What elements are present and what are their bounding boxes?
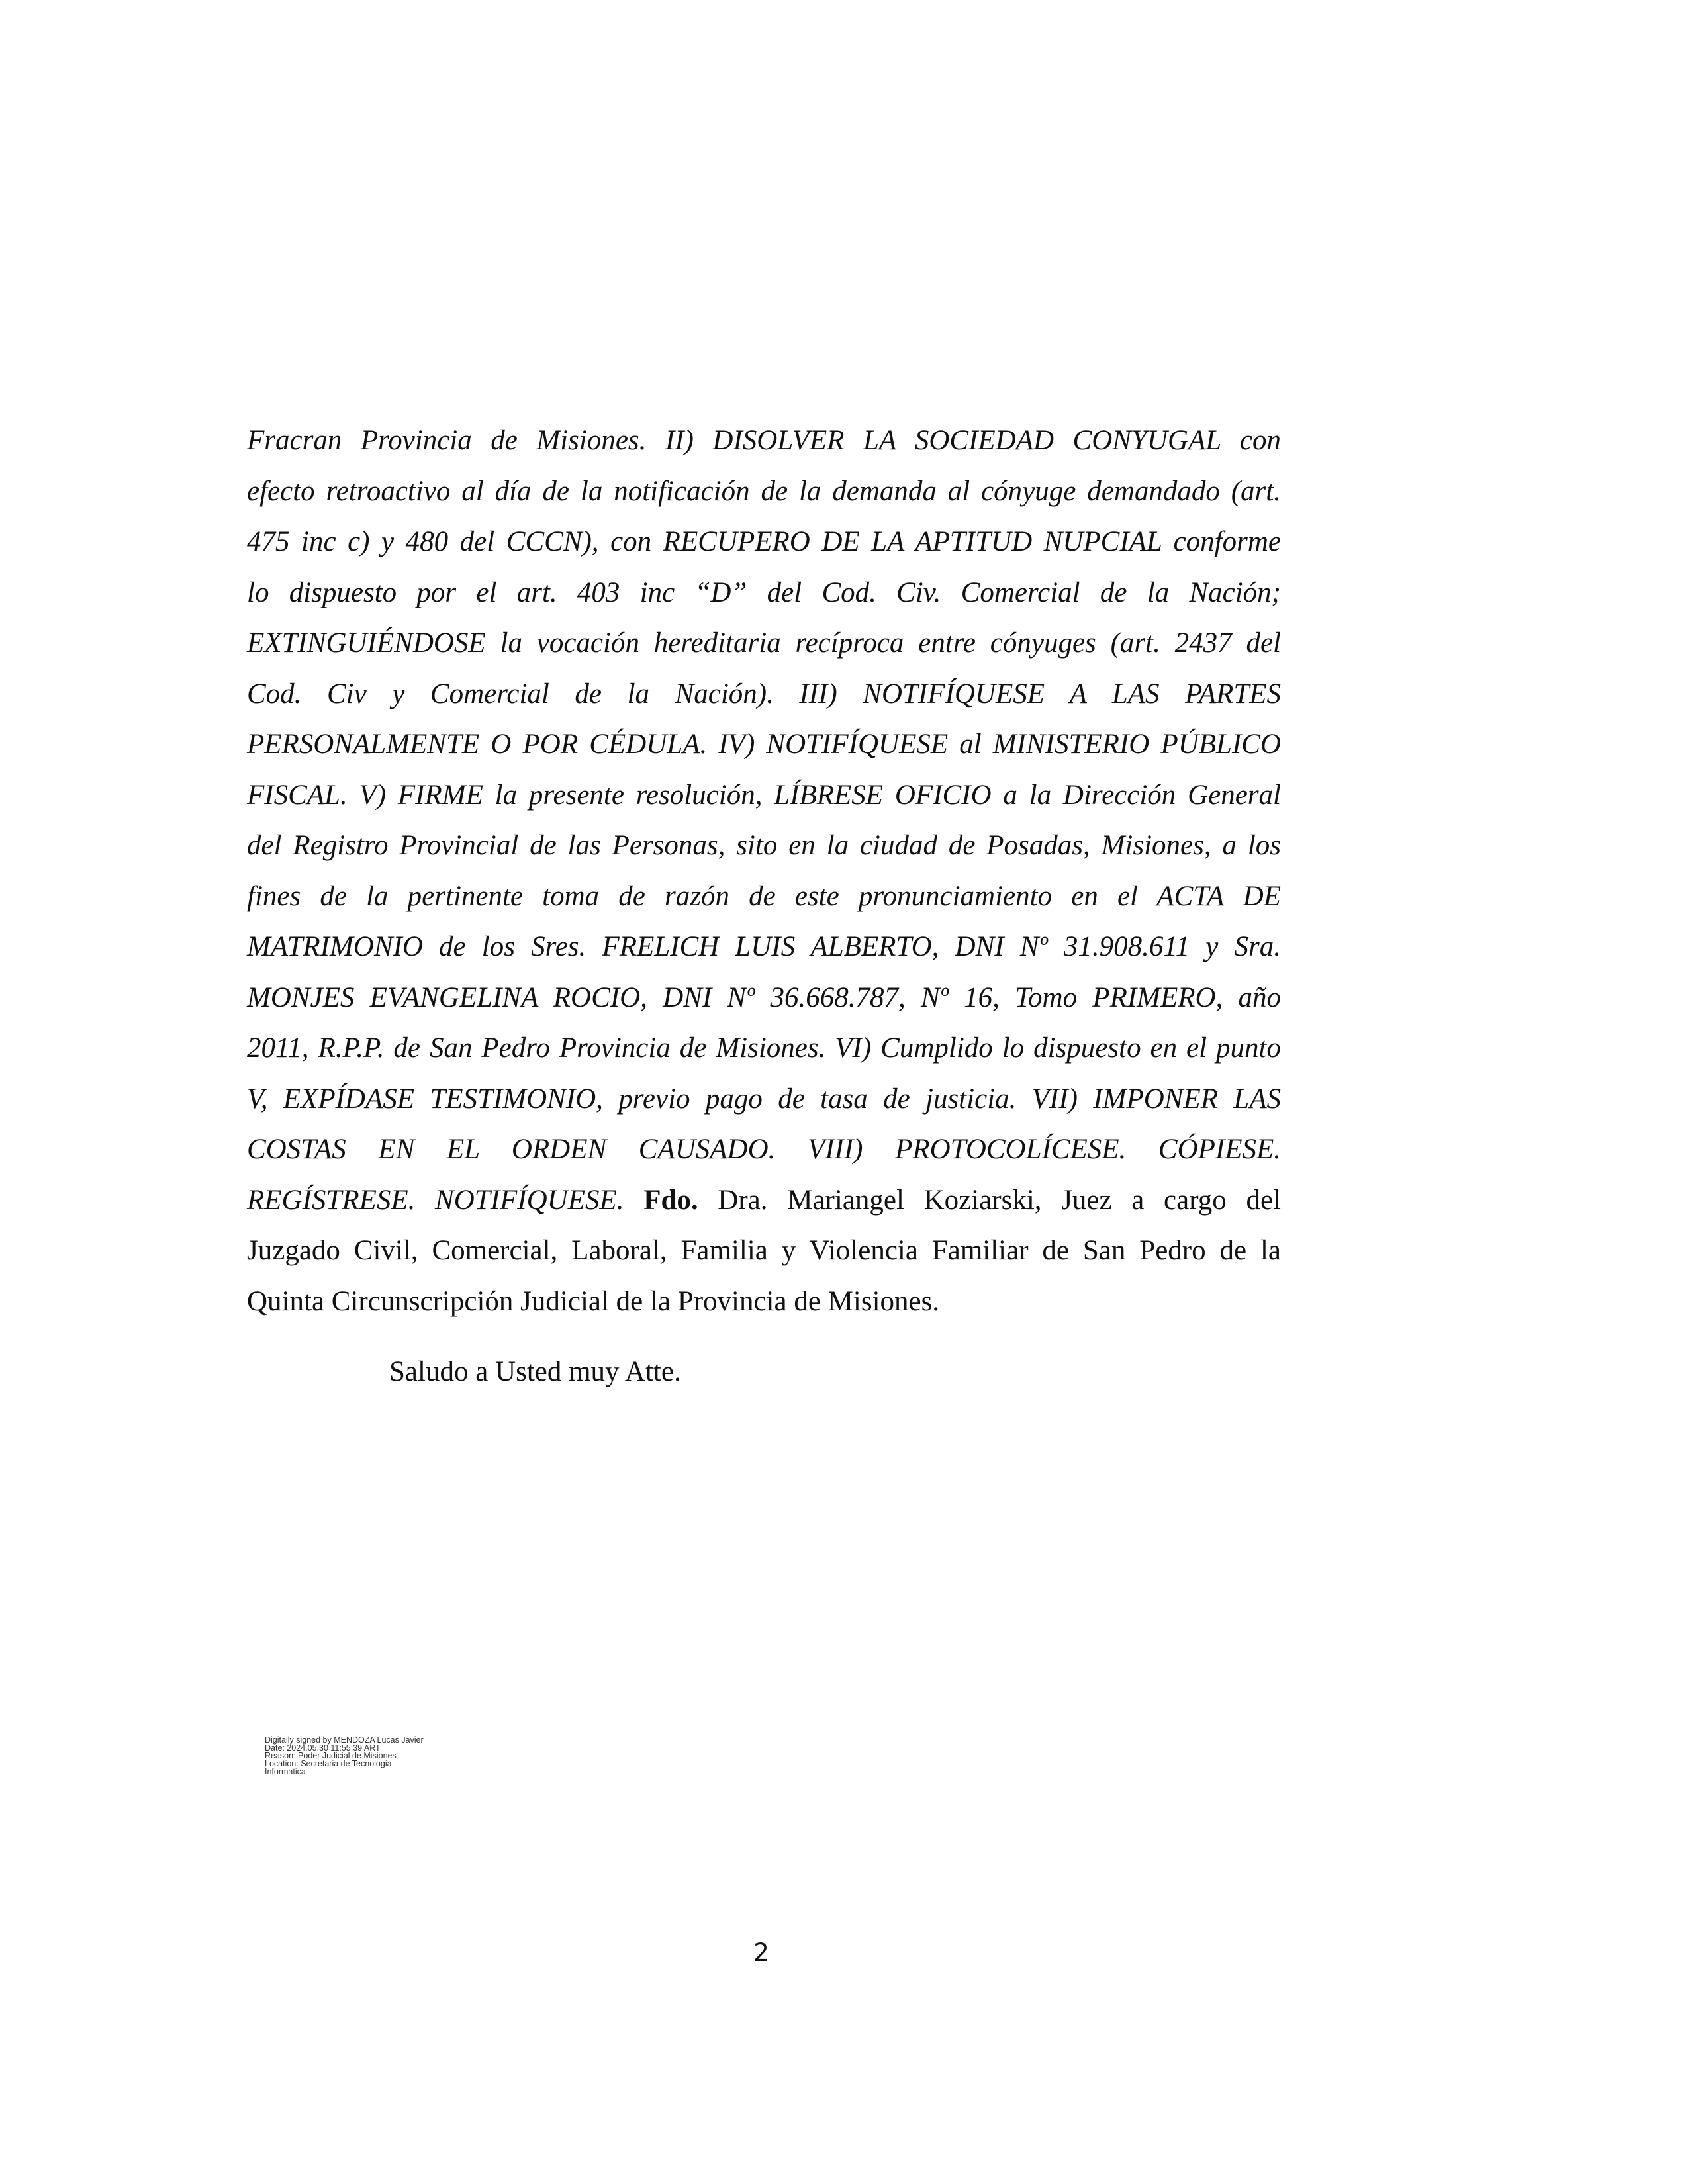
body-line bbox=[247, 618, 1281, 669]
body-line bbox=[247, 517, 1281, 568]
body-text-span: del Registro Provincial de las Personas, sito en la ciudad de Posadas, Misiones, a los bbox=[247, 830, 1281, 861]
body-text-span: 475 inc c) y 480 del CCCN), con RECUPERO DE LA APTITUD NUPCIAL conforme bbox=[247, 526, 1281, 557]
body-text-span: Juzgado Civil, Comercial, Laboral, Familia y Violencia Familiar de San Pedro de la bbox=[247, 1235, 1281, 1266]
body-line bbox=[247, 872, 1281, 923]
body-line bbox=[247, 1023, 1281, 1074]
signature-location-cont: Informatica bbox=[265, 1767, 306, 1776]
signature-location: Location: Secretaria de Tecnologia bbox=[265, 1759, 392, 1768]
body-text-span: fines de la pertinente toma de razón de este pronunciamiento en el ACTA DE bbox=[247, 880, 1281, 912]
body-text-span: Dra. Mariangel Koziarski, Juez a cargo del bbox=[698, 1184, 1281, 1216]
body-line bbox=[247, 1175, 1281, 1226]
body-text-span: PERSONALMENTE O POR CÉDULA. IV) NOTIFÍQUESE al MINISTERIO PÚBLICO bbox=[247, 729, 1281, 760]
signed-label: Fdo. bbox=[643, 1184, 698, 1216]
body-text-span: Cod. Civ y Comercial de la Nación). III) NOTIFÍQUESE A LAS PARTES bbox=[247, 678, 1281, 709]
body-line bbox=[247, 1124, 1281, 1175]
body-text-span: COSTAS EN EL ORDEN CAUSADO. VIII) PROTOCOLÍCESE. CÓPIESE. bbox=[247, 1134, 1281, 1165]
body-line bbox=[247, 770, 1281, 821]
body-line bbox=[247, 821, 1281, 872]
body-text-span: V, EXPÍDASE TESTIMONIO, previo pago de tasa de justicia. VII) IMPONER LAS bbox=[247, 1083, 1281, 1115]
body-text-span: Quinta Circunscripción Judicial de la Provincia de Misiones. bbox=[247, 1285, 940, 1317]
signature-signer: Digitally signed by MENDOZA Lucas Javier bbox=[265, 1735, 424, 1745]
resolution-paragraph bbox=[247, 416, 1281, 1327]
body-line bbox=[247, 1074, 1281, 1125]
body-text-span: Fracran Provincia de Misiones. II) DISOLVER LA SOCIEDAD CONYUGAL con bbox=[247, 425, 1281, 456]
body-line bbox=[247, 1226, 1281, 1277]
signature-date: Date: 2024.05.30 11:55:39 ART bbox=[265, 1743, 381, 1752]
body-text-span: FISCAL. V) FIRME la presente resolución, LÍBRESE OFICIO a la Dirección General bbox=[247, 779, 1281, 811]
signature-reason: Reason: Poder Judicial de Misiones bbox=[265, 1751, 397, 1760]
digital-signature-stamp bbox=[265, 1736, 503, 1776]
body-text-span: lo dispuesto por el art. 403 inc “D” del Cod. Civ. Comercial de la Nación; bbox=[247, 576, 1281, 608]
body-text-span: MATRIMONIO de los Sres. FRELICH LUIS ALBERTO, DNI Nº 31.908.611 y Sra. bbox=[247, 931, 1281, 962]
body-line bbox=[247, 1277, 1281, 1328]
body-text-span: REGÍSTRESE. NOTIFÍQUESE. bbox=[247, 1184, 644, 1216]
body-line bbox=[247, 922, 1281, 973]
body-line bbox=[247, 973, 1281, 1024]
closing-salutation: Saludo a Usted muy Atte. bbox=[389, 1356, 681, 1387]
body-line bbox=[247, 669, 1281, 720]
body-text-span: 2011, R.P.P. de San Pedro Provincia de Misiones. VI) Cumplido lo dispuesto en el punto bbox=[247, 1032, 1281, 1064]
body-text-span: efecto retroactivo al día de la notificación de la demanda al cónyuge demandado (art. bbox=[247, 475, 1281, 507]
body-line bbox=[247, 568, 1281, 619]
body-line bbox=[247, 416, 1281, 467]
page-number: 2 bbox=[753, 1938, 769, 1967]
body-text-span: MONJES EVANGELINA ROCIO, DNI Nº 36.668.787, Nº 16, Tomo PRIMERO, año bbox=[247, 981, 1281, 1013]
body-line bbox=[247, 467, 1281, 518]
body-line bbox=[247, 719, 1281, 770]
body-text-span: EXTINGUIÉNDOSE la vocación hereditaria recíproca entre cónyuges (art. 2437 del bbox=[247, 627, 1281, 659]
